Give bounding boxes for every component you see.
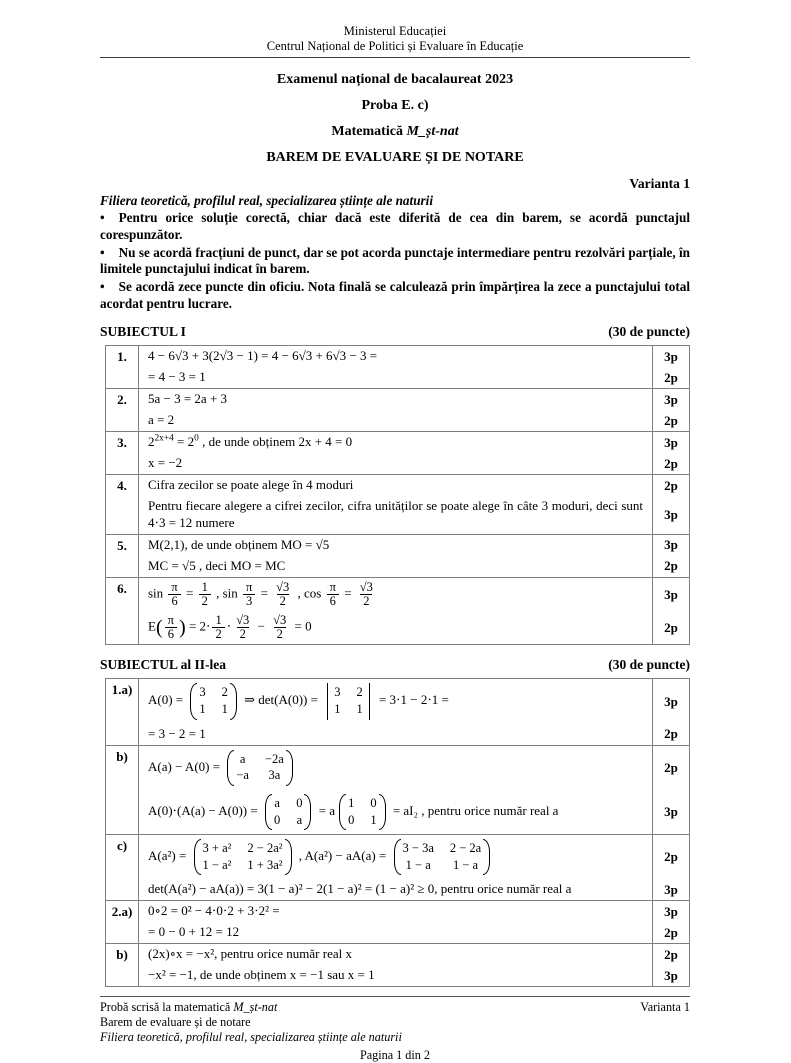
bullet-icon: •: [100, 278, 105, 294]
formula: = 4 − 3 = 1: [148, 369, 206, 385]
subject-prefix: Matematică: [331, 124, 407, 140]
formula: x = −2: [148, 455, 183, 471]
points-cell: 3p: [652, 389, 689, 410]
formula: Pentru fiecare alegere a cifrei zecilor, cifra unităților se poate alege în câte 3 moduri, deci sunt 4⋅3 = 12 numere: [148, 498, 643, 531]
determinant-matrix: [325, 682, 372, 720]
solution-line: [139, 790, 652, 834]
exam-title: Examenul național de bacalaureat 2023: [276, 72, 514, 87]
footer-proba-prefix: Probă scrisă la matematică: [100, 1000, 234, 1015]
table-row: [106, 432, 689, 475]
formula: E( $\frac{\pi}{6}$ ) = 2⋅ $\frac{1}{2}$ ⋅ $\frac{√3}{2}$ − $\frac{√3}{2}$ = 0: [148, 613, 312, 642]
points-cell: 2p: [652, 835, 689, 879]
solution-line: [139, 410, 652, 431]
matrix-cell: 2: [356, 685, 363, 700]
solution-line: [139, 578, 652, 611]
matrix-cell: 0: [348, 812, 355, 827]
points-cell: 2p: [652, 367, 689, 388]
fraction: $\frac{√3}{2}$: [273, 613, 287, 642]
table-row: [106, 746, 689, 836]
matrix: [227, 749, 292, 787]
points-cell: 2p: [652, 746, 689, 790]
ministry-header: [100, 24, 690, 54]
fraction: $\frac{1}{2}$: [212, 614, 224, 641]
matrix-cell: a: [239, 751, 246, 766]
points-cell: 2p: [652, 944, 689, 965]
points-cell: 3p: [652, 432, 689, 453]
matrix-cell: −2a: [264, 751, 284, 766]
fraction: $\frac{\pi}{6}$: [168, 581, 180, 608]
matrix-cell: 3: [334, 685, 341, 700]
points-cell: 3p: [652, 578, 689, 611]
matrix: [394, 838, 491, 876]
instruction-text: Nu se acordă fracțiuni de punct, dar se pot acorda punctaje intermediare pentru rezolvări parțiale, în limitele punctajului indicat în barem.: [100, 244, 690, 277]
points-cell: 2p: [652, 453, 689, 474]
formula: = 0 − 0 + 12 = 12: [148, 924, 240, 940]
solution-line: [139, 475, 652, 496]
formula: MC = √5 , deci MO = MC: [148, 557, 286, 573]
big-paren: (: [155, 616, 163, 639]
points-cell: 2p: [652, 410, 689, 431]
solution-line: [139, 453, 652, 474]
matrix-cell: 1 + 3a²: [247, 857, 283, 872]
instruction-bullet-2: [100, 245, 690, 278]
matrix-cell: −a: [236, 768, 249, 783]
matrix-cell: 1 − a: [405, 857, 431, 872]
matrix-cell: a: [274, 795, 280, 810]
proba-title: Proba E. c): [361, 98, 429, 114]
matrix-cell: 3: [199, 685, 206, 700]
points-cell: 3p: [652, 965, 689, 986]
formula: Cifra zecilor se poate alege în 4 moduri: [148, 477, 354, 493]
ministry-line: Ministerul Educației: [343, 24, 447, 38]
solution-line: [139, 556, 652, 577]
fraction: $\frac{√3}{2}$: [236, 613, 250, 642]
matrix-cell: a: [296, 812, 303, 827]
ministry-center-line: Centrul Național de Politici și Evaluare în Educație: [266, 39, 524, 53]
matrix-cell: 2 − 2a: [449, 841, 482, 856]
subject1-points: (30 de puncte): [608, 324, 690, 340]
footer-line-1: [100, 1000, 690, 1015]
formula: M(2,1), de unde obținem MO = √5: [148, 536, 330, 552]
formula: −x² = −1, de unde obținem x = −1 sau x = 1: [148, 967, 375, 983]
matrix-cell: 1: [356, 702, 363, 717]
formula: A(0) = 3 2 1 1 ⇒ det(A(0)) = 3 2 1 1 = 3⋅1 − 2⋅1 =: [148, 681, 643, 721]
filiera-line: Filiera teoretică, profilul real, specializarea științe ale naturii: [100, 193, 433, 209]
matrix-cell: 1 − a: [453, 857, 479, 872]
formula: A(a) − A(0) = a −2a −a 3a: [148, 748, 643, 788]
solution-line: [139, 879, 652, 900]
subject2-title: SUBIECTUL al II-lea: [100, 657, 227, 673]
document-titles: [100, 72, 690, 166]
solution-line: [139, 965, 652, 986]
matrix-cell: 1: [199, 702, 206, 717]
bullet-icon: •: [100, 244, 105, 260]
points-cell: 2p: [652, 556, 689, 577]
bullet-icon: •: [100, 210, 105, 226]
solution-line: [139, 535, 652, 556]
subject1-table: [105, 345, 690, 645]
solution-line: [139, 679, 652, 723]
instruction-bullet-3: [100, 279, 690, 312]
row-number: 3.: [106, 432, 139, 474]
matrix-cell: 0: [273, 812, 281, 827]
formula: A(0)⋅(A(a) − A(0)) = a 0 0 a = a 1 0 0 1 = aI₂ , pentru orice număr real a: [148, 792, 643, 832]
points-cell: 2p: [652, 724, 689, 745]
formula: = 3 − 2 = 1: [148, 725, 206, 741]
solution-line: [139, 496, 652, 534]
matrix-cell: 0: [296, 795, 303, 810]
solution-line: [139, 346, 652, 367]
matrix-cell: 3 − 3a: [402, 841, 434, 856]
formula: 5a − 3 = 2a + 3: [148, 391, 228, 407]
formula: (2x)∘x = −x², pentru orice număr real x: [148, 946, 352, 962]
variant-label: Varianta 1: [629, 176, 690, 192]
instruction-text: Se acordă zece puncte din oficiu. Nota finală se calculează prin împărțirea la zece a punctajului total acordat pentru lucrare.: [100, 278, 690, 311]
solution-line: [139, 901, 652, 922]
row-number: 1.a): [106, 679, 139, 744]
table-row: [106, 944, 689, 986]
points-cell: 2p: [652, 922, 689, 943]
row-number: 1.: [106, 346, 139, 388]
table-row: [106, 535, 689, 578]
instruction-bullet-1: [100, 210, 690, 243]
subject1-title: SUBIECTUL I: [100, 324, 186, 340]
table-row: [106, 389, 689, 432]
row-number: b): [106, 944, 139, 986]
matrix: [339, 793, 386, 831]
row-number: 4.: [106, 475, 139, 534]
fraction: $\frac{\pi}{6}$: [165, 614, 177, 641]
points-cell: 3p: [652, 901, 689, 922]
subject-title: [100, 124, 690, 140]
formula: det(A(a²) − aA(a)) = 3(1 − a)² − 2(1 − a)² = (1 − a)² ≥ 0, pentru orice număr real a: [148, 881, 572, 897]
subject1-heading: [100, 324, 690, 340]
formula: a = 2: [148, 412, 175, 428]
big-paren: ): [178, 616, 186, 639]
matrix-cell: 0: [370, 795, 377, 810]
subject-code: M_șt-nat: [406, 124, 459, 140]
subject2-table: [105, 678, 690, 987]
matrix-cell: 1: [334, 702, 341, 717]
matrix-cell: 1 − a²: [202, 857, 232, 872]
subject2-heading: [100, 657, 690, 673]
points-cell: 3p: [652, 535, 689, 556]
subject2-points: (30 de puncte): [608, 657, 690, 673]
table-row: [106, 475, 689, 535]
matrix: [194, 838, 292, 876]
points-cell: 3p: [652, 790, 689, 834]
instruction-text: Pentru orice soluție corectă, chiar dacă este diferită de cea din barem, se acordă punctajul corespunzător.: [100, 210, 690, 242]
matrix: [265, 793, 312, 831]
formula: $2^{2x+4} = 2^0$ , de unde obținem 2x + 4 = 0: [148, 433, 353, 450]
row-number: b): [106, 746, 139, 835]
fraction: $\frac{√3}{2}$: [359, 579, 373, 609]
table-row: [106, 578, 689, 645]
fraction: $\frac{\pi}{6}$: [327, 581, 339, 608]
points-cell: 3p: [652, 679, 689, 723]
solution-line: [139, 922, 652, 943]
footer-line-2: Barem de evaluare și de notare: [100, 1015, 251, 1030]
row-number: c): [106, 835, 139, 900]
matrix-cell: 1: [348, 795, 355, 810]
solution-line: [139, 724, 652, 745]
solution-line: [139, 389, 652, 410]
solution-line: [139, 944, 652, 965]
fraction: $\frac{1}{2}$: [199, 581, 211, 608]
barem-title: BAREM DE EVALUARE ȘI DE NOTARE: [266, 150, 524, 166]
header-divider: [100, 57, 690, 58]
row-number: 2.a): [106, 901, 139, 943]
points-cell: 3p: [652, 879, 689, 900]
points-cell: 3p: [652, 346, 689, 367]
matrix-cell: 1: [370, 812, 377, 827]
row-number: 5.: [106, 535, 139, 577]
solution-line: [139, 835, 652, 879]
points-cell: 2p: [652, 475, 689, 496]
solution-line: [139, 367, 652, 388]
solution-line: [139, 611, 652, 644]
fraction: $\frac{\pi}{3}$: [243, 581, 255, 608]
fraction: $\frac{√3}{2}$: [276, 579, 290, 609]
footer-proba: [100, 1000, 277, 1015]
formula: sin $\frac{\pi}{6}$ = $\frac{1}{2}$ , sin $\frac{\pi}{3}$ = $\frac{√3}{2}$ , cos $\frac{\pi}{6}$ = $\frac{√3}{2}$: [148, 580, 643, 609]
formula: 0∘2 = 0² − 4⋅0⋅2 + 3⋅2² =: [148, 903, 280, 919]
solution-line: [139, 746, 652, 790]
footer-variant: Varianta 1: [640, 1000, 690, 1015]
matrix-cell: 2 − 2a²: [247, 841, 283, 856]
solution-line: [139, 432, 652, 453]
matrix-cell: 3a: [268, 768, 281, 783]
matrix-cell: 1: [221, 702, 228, 717]
table-row: [106, 901, 689, 944]
points-cell: 3p: [652, 496, 689, 534]
matrix-cell: 2: [221, 685, 228, 700]
footer-proba-code: M_șt-nat: [233, 1000, 278, 1015]
row-number: 6.: [106, 578, 139, 645]
table-row: [106, 835, 689, 901]
page-number: Pagina 1 din 2: [359, 1048, 431, 1063]
points-cell: 2p: [652, 611, 689, 644]
formula: 4 − 6√3 + 3(2√3 − 1) = 4 − 6√3 + 6√3 − 3 =: [148, 348, 378, 364]
table-row: [106, 346, 689, 389]
formula: A(a²) = 3 + a² 2 − 2a² 1 − a² 1 + 3a² , A(a²) − aA(a) = 3 − 3a 2 − 2a 1 − a 1 − a: [148, 837, 643, 877]
footer-line-3: Filiera teoretică, profilul real, specializarea științe ale naturii: [100, 1030, 402, 1045]
table-row: [106, 679, 689, 745]
page-footer: [100, 996, 690, 1063]
matrix: [190, 682, 237, 720]
matrix-cell: 3 + a²: [202, 841, 232, 856]
row-number: 2.: [106, 389, 139, 431]
